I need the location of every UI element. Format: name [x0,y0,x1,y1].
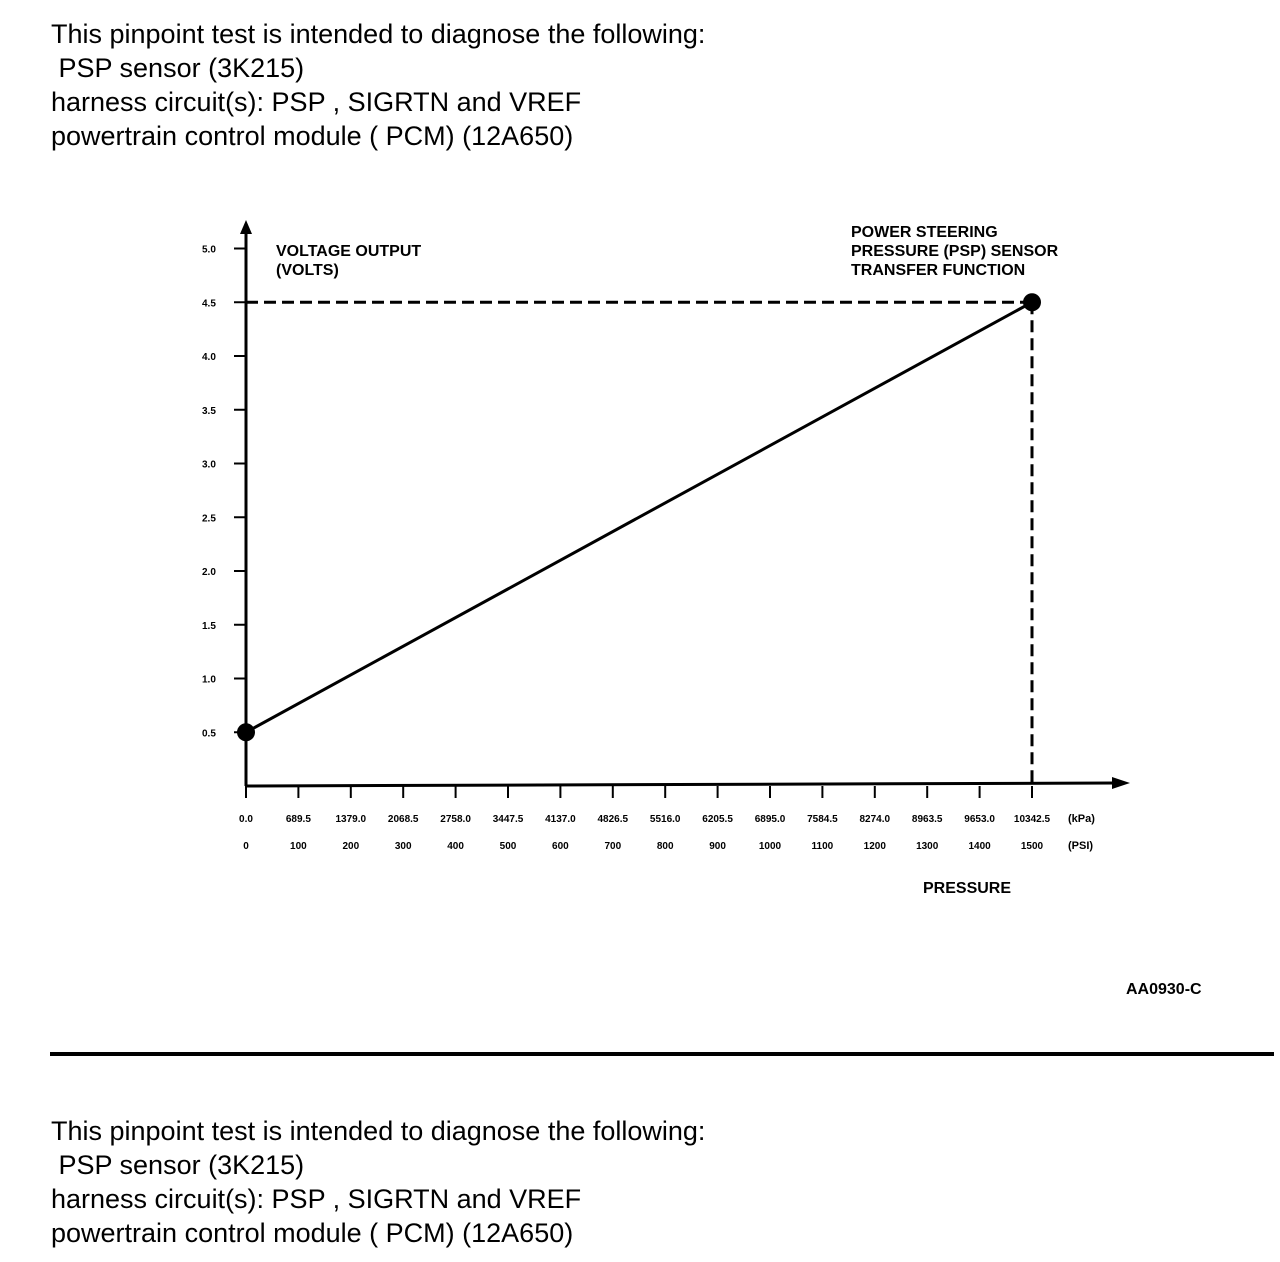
x-tick-label-psi: 1300 [916,841,939,852]
reference-lines [246,302,1032,786]
chart-title-line-3: TRANSFER FUNCTION [851,262,1026,279]
x-tick-label-psi: 500 [499,841,517,852]
x-tick-label-psi: 1400 [968,841,991,852]
data-point [1023,293,1041,311]
intro-line-3: harness circuit(s): PSP , SIGRTN and VREF [51,87,582,117]
intro-line-2: PSP sensor (3K215) [51,1150,305,1180]
x-axis-line [246,783,1116,786]
y-tick-label: 4.5 [202,298,216,310]
intro-line-1: This pinpoint test is intended to diagnose the following: [51,1116,706,1146]
y-tick-label: 3.5 [202,405,216,417]
x-tick-label-kpa: 7584.5 [807,814,838,825]
y-axis-ticks [202,245,246,740]
x-tick-label-psi: 1500 [1020,841,1044,852]
x-tick-label-psi: 900 [709,841,726,852]
x-tick-label-psi: 0 [243,841,249,852]
x-tick-label-psi: 800 [656,841,674,852]
x-tick-label-kpa: 8274.0 [859,814,891,825]
x-tick-label-psi: 1100 [811,841,834,852]
figure-id: AA0930-C [1126,981,1202,998]
intro-line-3: harness circuit(s): PSP , SIGRTN and VREF [51,1184,582,1214]
x-tick-label-kpa: 6895.0 [754,814,786,825]
x-tick-label-kpa: 0.0 [239,814,253,825]
y-tick-label: 3.0 [202,459,216,471]
x-tick-label-psi: 300 [394,841,412,852]
x-tick-label-psi: 1000 [758,841,782,852]
y-tick-label: 5.0 [202,244,216,256]
x-tick-label-kpa: 6205.5 [702,814,733,825]
intro-line-2: PSP sensor (3K215) [51,53,305,83]
x-axis-ticks [239,786,1050,852]
intro-line-4: powertrain control module ( PCM) (12A650) [51,1218,574,1248]
x-tick-label-kpa: 9653.0 [964,814,995,825]
x-tick-label-psi: 400 [447,841,464,852]
x-tick-label-kpa: 10342.5 [1013,814,1051,825]
y-tick-label: 1.0 [202,674,216,686]
x-tick-label-kpa: 1379.0 [335,814,367,825]
x-tick-label-psi: 100 [290,841,307,852]
series-line-path [246,302,1032,732]
x-unit-kpa: (kPa) [1068,813,1095,825]
x-tick-label-kpa: 2068.5 [387,814,419,825]
psp-transfer-function-chart [0,200,1280,1020]
x-axis-arrowhead [1112,777,1130,789]
chart-axes [240,220,1130,789]
intro-line-4: powertrain control module ( PCM) (12A650) [51,121,574,151]
y-tick-label: 1.5 [202,620,216,632]
x-tick-label-psi: 1200 [863,841,886,852]
x-tick-label-kpa: 4826.5 [597,814,629,825]
x-tick-label-kpa: 8963.5 [911,814,943,825]
x-tick-label-psi: 700 [604,841,622,852]
intro-text-top [51,17,705,153]
y-tick-label: 2.5 [202,513,216,525]
y-tick-label: 4.0 [202,352,216,363]
chart-labels [276,224,1202,998]
y-axis-label-line-2: (VOLTS) [276,262,339,279]
x-tick-label-psi: 600 [552,841,569,852]
series-line [237,293,1041,741]
section-divider [50,1052,1274,1056]
x-tick-label-psi: 200 [342,841,360,852]
intro-text-bottom [51,1114,705,1250]
x-tick-label-kpa: 689.5 [285,814,311,825]
x-tick-label-kpa: 2758.0 [440,814,471,825]
x-axis-label: PRESSURE [923,880,1012,897]
intro-line-1: This pinpoint test is intended to diagnose the following: [51,19,706,49]
y-axis-label-line-1: VOLTAGE OUTPUT [276,243,422,260]
chart-title-line-1: POWER STEERING [851,224,998,241]
y-tick-label: 2.0 [202,567,216,578]
x-tick-label-kpa: 3447.5 [492,814,524,825]
x-tick-label-kpa: 5516.0 [649,814,681,825]
chart-title-line-2: PRESSURE (PSP) SENSOR [851,243,1059,260]
y-axis-arrowhead [240,220,252,234]
data-point [237,723,255,741]
x-tick-label-kpa: 4137.0 [545,814,576,825]
y-tick-label: 0.5 [202,728,216,740]
x-unit-psi: (PSI) [1068,840,1094,852]
